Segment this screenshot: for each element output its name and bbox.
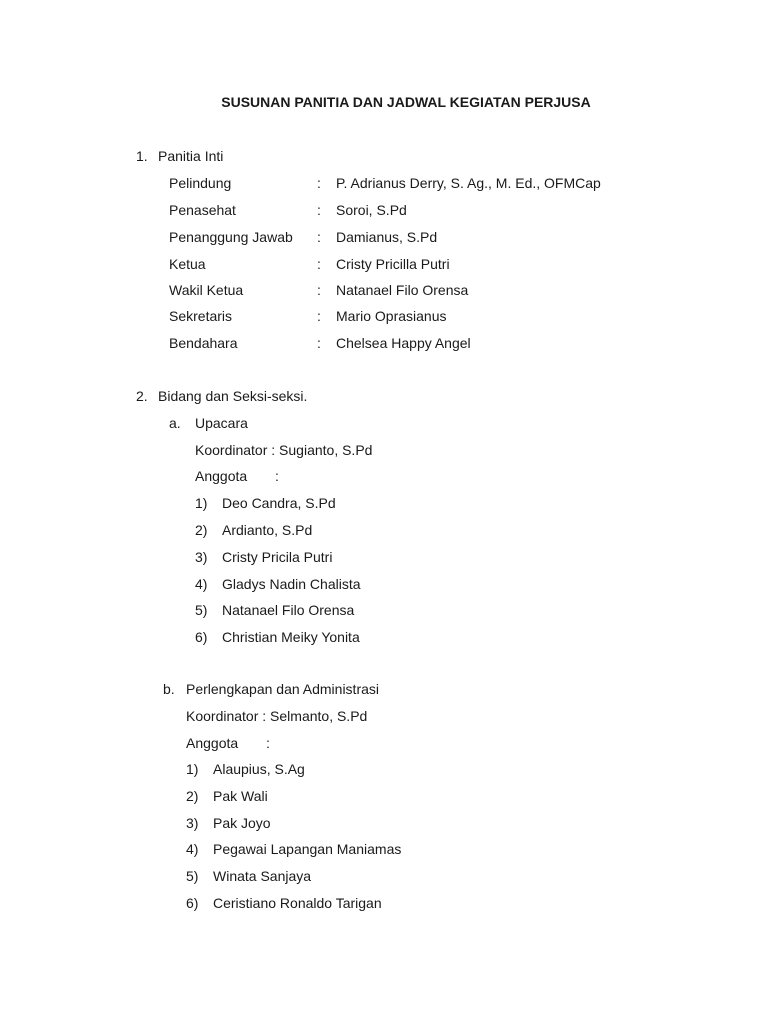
list-item: Pegawai Lapangan Maniamas <box>213 841 402 857</box>
committee-role: Wakil Ketua <box>169 282 244 298</box>
list-item: Ardianto, S.Pd <box>222 522 313 538</box>
committee-member: Natanael Filo Orensa <box>336 282 469 298</box>
committee-role: Ketua <box>169 256 206 272</box>
list-item-number: 5) <box>195 602 208 618</box>
list-item-number: 4) <box>186 841 199 857</box>
separator: : <box>317 229 321 245</box>
section-1-number: 1. <box>136 148 148 164</box>
list-item-number: 6) <box>195 629 208 645</box>
section-2-number: 2. <box>136 388 148 404</box>
committee-role: Sekretaris <box>169 308 233 324</box>
separator: : <box>317 256 321 272</box>
list-item-number: 2) <box>195 522 208 538</box>
committee-role: Pelindung <box>169 175 232 191</box>
separator: : <box>317 202 321 218</box>
separator: : <box>266 735 270 751</box>
subsection-a-letter: a. <box>169 415 181 431</box>
list-item: Natanael Filo Orensa <box>222 602 355 618</box>
committee-role: Penasehat <box>169 202 236 218</box>
list-item: Pak Wali <box>213 788 268 804</box>
subsection-b-members-label: Anggota <box>186 735 239 751</box>
section-1-heading: Panitia Inti <box>158 148 224 164</box>
committee-role: Penanggung Jawab <box>169 229 293 245</box>
list-item: Pak Joyo <box>213 815 271 831</box>
list-item-number: 2) <box>186 788 199 804</box>
list-item: Alaupius, S.Ag <box>213 761 305 777</box>
committee-member: Damianus, S.Pd <box>336 229 438 245</box>
separator: : <box>317 308 321 324</box>
list-item: Winata Sanjaya <box>213 868 312 884</box>
section-2-heading: Bidang dan Seksi-seksi. <box>158 388 308 404</box>
committee-member: Soroi, S.Pd <box>336 202 407 218</box>
list-item-number: 4) <box>195 576 208 592</box>
separator: : <box>317 282 321 298</box>
committee-role: Bendahara <box>169 335 238 351</box>
list-item-number: 1) <box>195 495 208 511</box>
committee-member: Mario Oprasianus <box>336 308 447 324</box>
separator: : <box>275 468 279 484</box>
list-item-number: 1) <box>186 761 199 777</box>
subsection-a-heading: Upacara <box>195 415 248 431</box>
list-item: Cristy Pricila Putri <box>222 549 333 565</box>
subsection-b-letter: b. <box>163 681 175 697</box>
list-item: Ceristiano Ronaldo Tarigan <box>213 895 382 911</box>
list-item-number: 3) <box>186 815 199 831</box>
list-item: Christian Meiky Yonita <box>222 629 360 645</box>
list-item-number: 3) <box>195 549 208 565</box>
committee-member: Cristy Pricilla Putri <box>336 256 450 272</box>
subsection-b-heading: Perlengkapan dan Administrasi <box>186 681 380 697</box>
separator: : <box>317 175 321 191</box>
document-title: SUSUNAN PANITIA DAN JADWAL KEGIATAN PERJUSA <box>221 94 591 110</box>
subsection-a-coordinator: Koordinator : Sugianto, S.Pd <box>195 442 373 458</box>
subsection-a-members-label: Anggota <box>195 468 248 484</box>
committee-member: P. Adrianus Derry, S. Ag., M. Ed., OFMCap <box>336 175 601 191</box>
list-item: Gladys Nadin Chalista <box>222 576 361 592</box>
committee-member: Chelsea Happy Angel <box>336 335 471 351</box>
list-item: Deo Candra, S.Pd <box>222 495 336 511</box>
subsection-b-coordinator: Koordinator : Selmanto, S.Pd <box>186 708 368 724</box>
list-item-number: 5) <box>186 868 199 884</box>
list-item-number: 6) <box>186 895 199 911</box>
separator: : <box>317 335 321 351</box>
